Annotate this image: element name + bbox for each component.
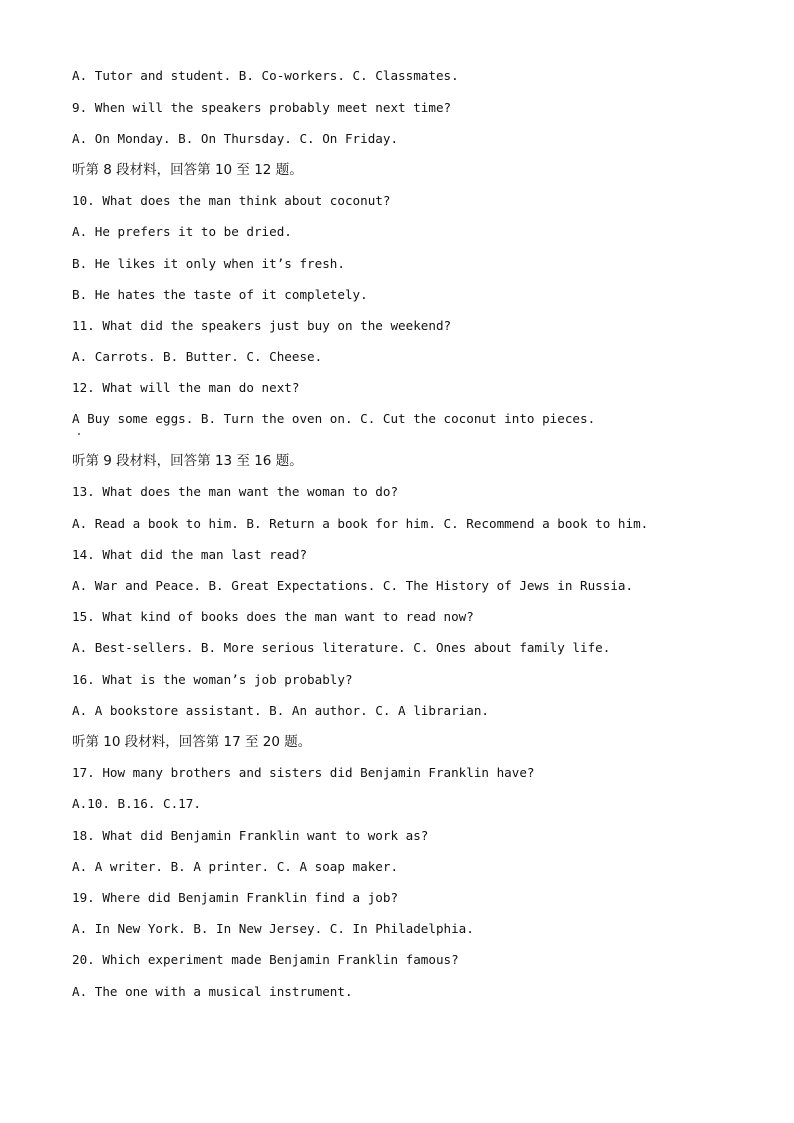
answer-options-q13: A. Read a book to him. B. Return a book for him. C. Recommend a book to him. (72, 516, 649, 531)
answer-options-q12: A Buy some eggs. B. Turn the oven on. C. Cut the coconut into pieces. (72, 411, 596, 426)
answer-option-q10-a: A. He prefers it to be dried. (72, 224, 292, 239)
question-12: 12. What will the man do next? (72, 380, 300, 395)
answer-options-q11: A. Carrots. B. Butter. C. Cheese. (72, 349, 323, 364)
question-15: 15. What kind of books does the man want to read now? (72, 609, 474, 624)
question-13: 13. What does the man want the woman to do? (72, 484, 399, 499)
question-18: 18. What did Benjamin Franklin want to work as? (72, 828, 429, 843)
answer-option-q10-b: B. He likes it only when it’s fresh. (72, 256, 345, 271)
answer-options-q14: A. War and Peace. B. Great Expectations. C. The History of Jews in Russia. (72, 578, 634, 593)
section-heading-material-9: 听第 9 段材料，回答第 13 至 16 题。 (72, 453, 303, 469)
answer-options-q18: A. A writer. B. A printer. C. A soap maker. (72, 859, 399, 874)
question-20: 20. Which experiment made Benjamin Franklin famous? (72, 952, 459, 967)
question-10: 10. What does the man think about coconut? (72, 193, 391, 208)
question-17: 17. How many brothers and sisters did Benjamin Franklin have? (72, 765, 535, 780)
answer-options-q19: A. In New York. B. In New Jersey. C. In Philadelphia. (72, 921, 474, 936)
question-9: 9. When will the speakers probably meet next time? (72, 100, 452, 115)
question-16: 16. What is the woman’s job probably? (72, 672, 353, 687)
question-11: 11. What did the speakers just buy on the weekend? (72, 318, 452, 333)
answer-option-q10-c: B. He hates the taste of it completely. (72, 287, 368, 302)
question-14: 14. What did the man last read? (72, 547, 308, 562)
stray-mark (78, 433, 80, 435)
answer-options-q9: A. On Monday. B. On Thursday. C. On Friday. (72, 131, 399, 146)
answer-option-q20-a: A. The one with a musical instrument. (72, 984, 353, 999)
question-19: 19. Where did Benjamin Franklin find a job? (72, 890, 399, 905)
answer-options-q8: A. Tutor and student. B. Co-workers. C. Classmates. (72, 68, 459, 83)
answer-options-q16: A. A bookstore assistant. B. An author. C. A librarian. (72, 703, 490, 718)
section-heading-material-8: 听第 8 段材料，回答第 10 至 12 题。 (72, 162, 303, 178)
section-heading-material-10: 听第 10 段材料，回答第 17 至 20 题。 (72, 734, 312, 750)
answer-options-q15: A. Best-sellers. B. More serious literature. C. Ones about family life. (72, 640, 611, 655)
answer-options-q17: A.10. B.16. C.17. (72, 796, 201, 811)
